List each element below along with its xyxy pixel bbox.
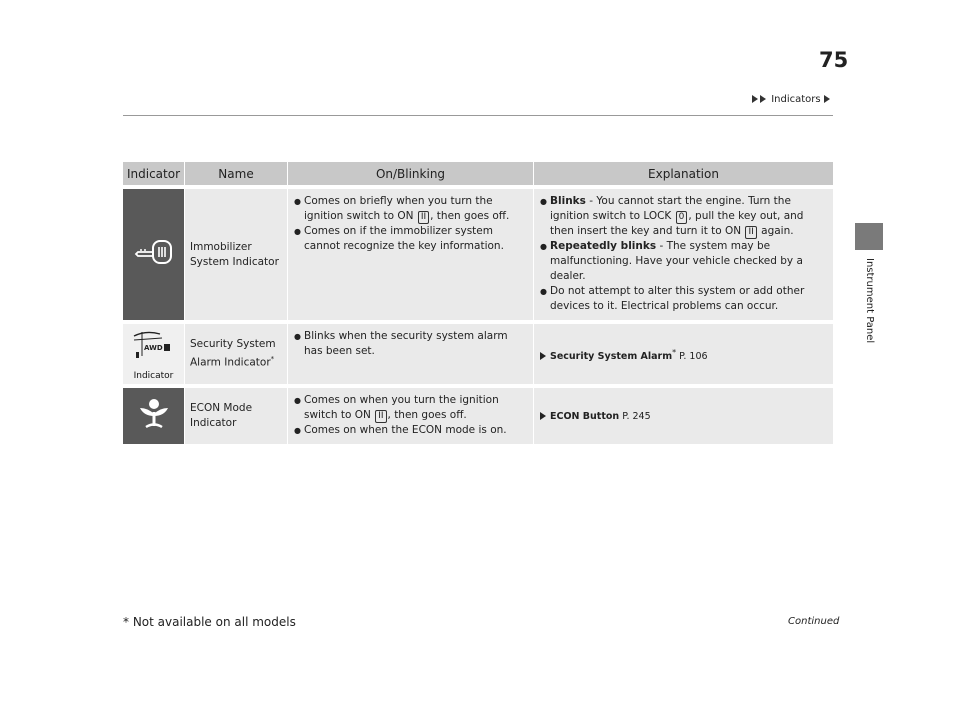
list-item: ● Repeatedly blinks - The system may be malfunctioning. Have your vehicle checked by a dealer. — [540, 239, 827, 284]
list-item: ● Do not attempt to alter this system or add other devices to it. Electrical problems can occur. — [540, 284, 827, 314]
chapter-tab — [855, 223, 883, 250]
list-item: ● Comes on if the immobilizer system cannot recognize the key information. — [294, 224, 527, 254]
header-explanation: Explanation — [534, 162, 834, 185]
explanation-cell — [534, 388, 834, 444]
availability-mark: * — [270, 355, 275, 364]
indicator-caption: Indicator — [133, 371, 174, 381]
header-name: Name — [185, 162, 288, 185]
table-row — [123, 388, 834, 444]
cross-reference-link[interactable]: ECON Button P. 245 — [540, 409, 827, 424]
table-row — [123, 189, 834, 320]
list-item: ● Comes on briefly when you turn the ignition switch to ON II , then goes off. — [294, 194, 527, 224]
list-item: ● Blinks when the security system alarm has been set. — [294, 329, 527, 359]
list-item: ● Blinks - You cannot start the engine. Turn the ignition switch to LOCK 0 , pull the key out, and then insert the key and turn it to ON II again. — [540, 194, 827, 239]
header-on-blinking: On/Blinking — [288, 162, 534, 185]
on-blinking-cell — [288, 189, 534, 320]
indicator-cell — [123, 324, 185, 384]
name-cell — [185, 388, 288, 444]
list-item: ● Comes on when you turn the ignition switch to ON II , then goes off. — [294, 393, 527, 423]
reference-arrow-icon — [540, 352, 546, 360]
header-indicator: Indicator — [123, 162, 185, 185]
ignition-key-position: II — [375, 410, 386, 423]
page-number: 75 — [819, 48, 849, 72]
immobilizer-key-icon — [132, 237, 176, 267]
header-rule — [123, 115, 833, 116]
table-header-row — [123, 162, 834, 185]
table-row — [123, 324, 834, 384]
econ-leaf-icon — [134, 396, 174, 432]
ignition-key-position: II — [418, 211, 429, 224]
security-alarm-icon — [126, 324, 182, 362]
indicator-name: Security System Alarm Indicator — [190, 338, 276, 369]
continued-label: Continued — [788, 616, 840, 627]
breadcrumb-arrow-icon — [752, 95, 758, 103]
breadcrumb-arrow-icon — [760, 95, 766, 103]
indicator-table — [123, 158, 834, 448]
ignition-key-position: II — [745, 226, 756, 239]
breadcrumb-arrow-icon — [824, 95, 830, 103]
ignition-key-position: 0 — [676, 211, 688, 224]
name-cell — [185, 324, 288, 384]
list-item: ● Comes on when the ECON mode is on. — [294, 423, 527, 438]
explanation-cell — [534, 189, 834, 320]
svg-text:AWD: AWD — [143, 344, 163, 352]
indicator-cell — [123, 189, 185, 320]
cross-reference-link[interactable]: Security System Alarm* P. 106 — [540, 345, 827, 364]
name-cell — [185, 189, 288, 320]
reference-arrow-icon — [540, 412, 546, 420]
indicator-name: ECON Mode Indicator — [190, 402, 253, 429]
explanation-cell — [534, 324, 834, 384]
indicator-cell — [123, 388, 185, 444]
chapter-side-label: Instrument Panel — [864, 258, 875, 344]
on-blinking-cell — [288, 388, 534, 444]
footnote: * Not available on all models — [123, 615, 296, 629]
breadcrumb-label[interactable]: Indicators — [771, 94, 821, 105]
breadcrumb — [752, 94, 832, 105]
indicator-name: Immobilizer System Indicator — [190, 240, 279, 268]
on-blinking-cell — [288, 324, 534, 384]
